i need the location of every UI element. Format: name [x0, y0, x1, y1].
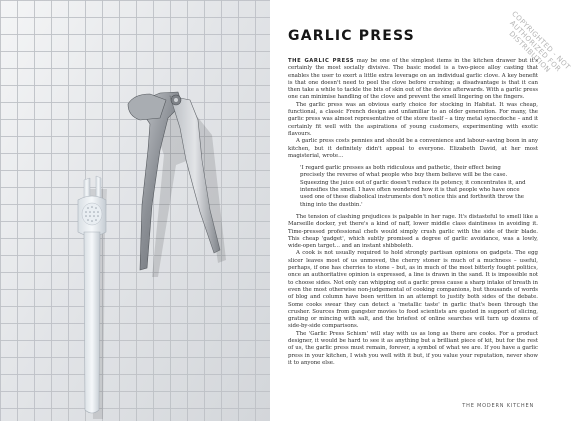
running-footer: THE MODERN KITCHEN	[462, 403, 534, 409]
paragraph	[288, 58, 538, 102]
copyright-watermark: COPYRIGHTED - NOT AUTHORIZED FOR DISTRIBUTION	[507, 9, 572, 75]
garlic-press-illustration	[0, 0, 270, 421]
lead-in-caps: THE GARLIC PRESS	[288, 58, 355, 64]
paragraph: The tension of clashing prejudices is palpable in her rage. It's distasteful to smell like a Marseille docker, yet there's a kind of naff, lower middle class daintiness in avoiding it. Time-pressed professional chefs would simply crush garlic with the side of their blade. This cheap 'gadget', which subtly promised a degree of garlic avoidance, was a lowly, wide-open target… and an instant shibboleth.	[288, 213, 538, 250]
block-quote: 'I regard garlic presses as both ridiculous and pathetic, their effect being precisely the reverse of what people who buy them believe will be the case. Squeezing the juice out of garlic doesn't reduce its potency, it concentrates it, and intensifies the smell. I have often wondered how it is that people who have once used one of these diabolical instruments don't notice this and forthwith throw the thing into the dustbin.'	[300, 165, 526, 208]
paragraph: The 'Garlic Press Schism' will stay with us as long as there are cooks. For a product designer, it would be hard to see it as anything but a brilliant piece of kit, but for the rest of us, the garlic press must remain, forever, a symbol of what we are. If you have a garlic press in your kitchen, I wish you well with it but, if you value your reputation, never show it to anyone else.	[288, 330, 538, 366]
paragraph-text: may be one of the simplest items in the kitchen drawer but it's certainly the most socially divisive. The basic model is a two-piece alloy casting that enables the user to exert a little extra leverage on an individual garlic clove. A key benefit is that one doesn't need to peel the clove before crushing; a disadvantage is that it can then take a while to tackle the bits of skin out of the device afterwards. With a garlic press one can minimise handling of the clove and prevent the smell lingering on the fingers.	[288, 58, 538, 101]
page-title: GARLIC PRESS	[288, 28, 415, 44]
paragraph: A garlic press costs pennies and should be a convenience and labour-saving boon in any kitchen, but it definitely didn't appeal to everyone. Elizabeth David, at her most magisterial, wrote…	[288, 138, 538, 159]
paragraph: A cook is not usually required to hold strongly partisan opinions on gadgets. The egg slicer leaves most of us unmoved, the cherry stoner is much of a muchness – useful, perhaps, if one has cherries to stone – but, as in much of the most bitterly fought politics, once an authoritative opinion is expressed, a line is drawn in the sand. It is impossible not to choose sides. Not only can whipping out a garlic press cause a sharp intake of breath in even the most otherwise non-judgemental of cooking companions, but thousands of words of blog and column have been written in an attempt to justify both sides of the debate. Some cooks swear they can detect a 'metallic taste' in garlic that's been through the crusher. Sources from gangster movies to food scientists are quoted in support of slicing, grating or mincing with salt, and the briefest of online searches will turn up dozens of side-by-side comparisons.	[288, 250, 538, 330]
garlic-press-photo	[0, 0, 270, 421]
book-page	[282, 0, 572, 421]
paragraph: The garlic press was an obvious early choice for stocking in Habitat. It was cheap, functional, a classic French design and unfamiliar to an older generation. For many, the garlic press was almost representative of the store itself – a tiny metal synecdoche – and it certainly fit well with the aspirations of young customers, experimenting with exotic flavours.	[288, 101, 538, 137]
article-body	[288, 58, 538, 367]
